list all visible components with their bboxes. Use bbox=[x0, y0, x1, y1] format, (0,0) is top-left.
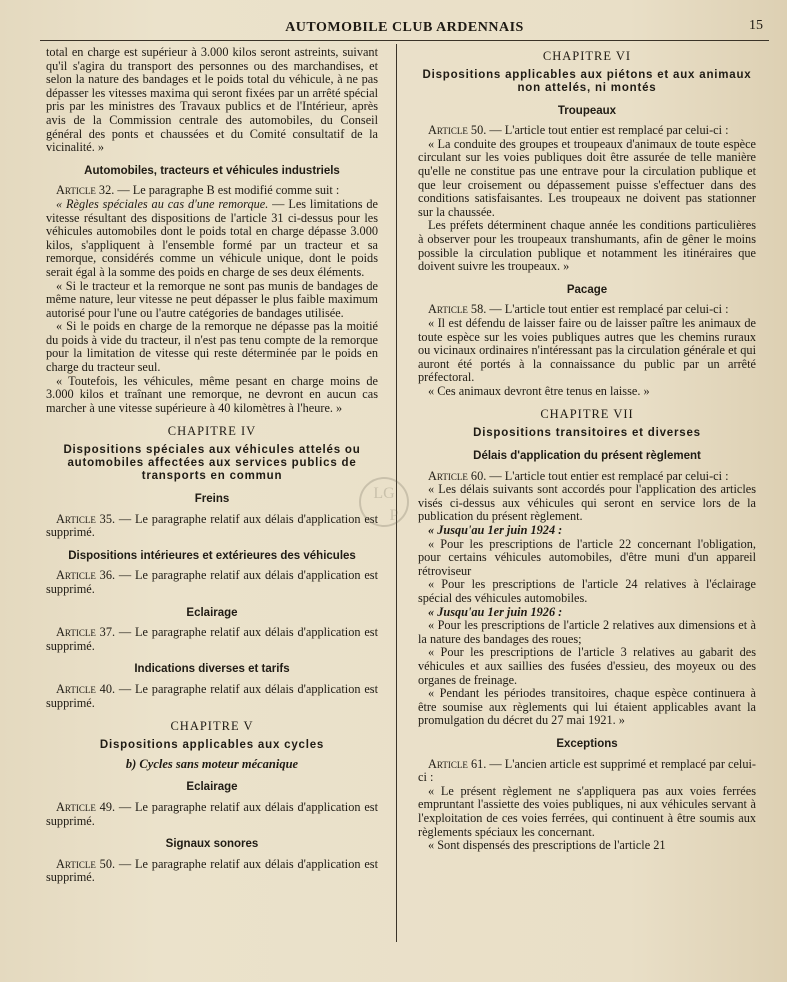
article-paragraph bbox=[46, 184, 378, 198]
italic-text: « Règles spéciales au cas d'une remorque. bbox=[56, 196, 269, 211]
paragraph: « Si le poids en charge de la remorque ne dépasse pas la moitié du poids à vide du tracteur, il n'est pas tenu compte de la remorque pour la limitation de vitesse qui reste déterminée par le poids en charge du tracteur seul. bbox=[46, 319, 378, 375]
section-heading: Exceptions bbox=[556, 737, 618, 750]
article-paragraph bbox=[418, 470, 756, 484]
chapter-title: CHAPITRE V bbox=[170, 719, 254, 734]
article-paragraph bbox=[418, 758, 756, 785]
article-text: 58. — L'article tout entier est remplacé par celui-ci : bbox=[470, 302, 729, 317]
article-label: Article bbox=[56, 625, 96, 640]
paragraph: « Pour les prescriptions de l'article 2 relatives aux dimensions et à la nature des bandages des roues; bbox=[418, 618, 756, 646]
section-heading: Troupeaux bbox=[557, 104, 617, 117]
article-label: Article bbox=[56, 183, 96, 198]
section-heading: Signaux sonores bbox=[165, 838, 259, 851]
article-label: Article bbox=[428, 468, 468, 483]
paragraph: « Il est défendu de laisser faire ou de laisser paître les animaux de toute espèce sur les voies publiques autres que les chemins ruraux ou vicinaux ordinaires n'intéressant pas la circulation générale et qui auront été portés à la connaissance du public par un arrêté préfectoral. bbox=[418, 315, 756, 385]
paragraph: « Les délais suivants sont accordés pour l'application des articles visés ci-dessus aux véhicules qui seront en service lors de la publication du présent règlement. bbox=[418, 482, 756, 524]
article-label: Article bbox=[428, 756, 468, 771]
svg-text:LG: LG bbox=[373, 485, 395, 502]
section-heading: Freins bbox=[194, 493, 230, 506]
paragraph bbox=[46, 198, 378, 280]
header-title: AUTOMOBILE CLUB ARDENNAIS bbox=[285, 20, 524, 35]
article-paragraph bbox=[46, 626, 378, 653]
article-label: Article bbox=[428, 302, 468, 317]
section-heading: Indications diverses et tarifs bbox=[134, 663, 290, 676]
paragraph: « Pour les prescriptions de l'article 3 relatives au gabarit des véhicules et aux saillies des fusées d'essieu, des moyeux ou des organes de freinage. bbox=[418, 645, 756, 687]
article-paragraph bbox=[46, 858, 378, 885]
article-text: 40. — Le paragraphe relatif aux délais d'application est supprimé. bbox=[46, 681, 378, 710]
paragraph: « Sont dispensés des prescriptions de l'article 21 bbox=[428, 838, 666, 853]
paragraph: « Si le tracteur et la remorque ne sont pas munis de bandages de même nature, leur vitesse ne peut dépasser le plus faible maximum autorisé pour l'une ou l'autre catégories de bandages utilisée. bbox=[46, 278, 378, 320]
article-label: Article bbox=[56, 511, 96, 526]
chapter-subtitle: Dispositions applicables aux piétons et aux animaux non attelés, ni montés bbox=[422, 68, 752, 94]
section-heading: Dispositions intérieures et extérieures des véhicules bbox=[68, 549, 356, 562]
paragraph: « La conduite des groupes et troupeaux d'animaux de toute espèce circulant sur les voies publiques doit être assurée de telle manière qu'elle ne constitue pas une entrave pour la circulation publique et que leur croisement ou dépassement puisse s'effectuer dans des conditions satisfaisantes. Les troupeaux ne doivent pas stationner sur la chaussée. bbox=[418, 136, 756, 219]
page-header bbox=[40, 14, 769, 41]
paragraph: « Pour les prescriptions de l'article 24 relatives à l'éclairage spécial des véhicules automobiles. bbox=[418, 577, 756, 605]
article-label: Article bbox=[56, 799, 96, 814]
paragraph: « Toutefois, les véhicules, même pesant en charge moins de 3.000 kilos et traînant une remorque, ne devront en aucun cas marcher à une vitesse supérieure à 40 kilomètres à l'heure. » bbox=[46, 373, 378, 415]
article-paragraph bbox=[418, 124, 756, 138]
article-text: 50. — L'article tout entier est remplacé par celui-ci : bbox=[470, 123, 729, 138]
article-text: 49. — Le paragraphe relatif aux délais d'application est supprimé. bbox=[46, 799, 378, 828]
section-heading: Eclairage bbox=[186, 606, 238, 619]
article-label: Article bbox=[428, 123, 468, 138]
article-text: 61. — L'ancien article est supprimé et remplacé par celui-ci : bbox=[418, 756, 756, 785]
section-heading: Automobiles, tracteurs et véhicules industriels bbox=[84, 164, 340, 177]
article-text: 37. — Le paragraphe relatif aux délais d'application est supprimé. bbox=[46, 625, 378, 653]
chapter-title: CHAPITRE IV bbox=[167, 424, 257, 439]
section-heading: Eclairage bbox=[186, 781, 238, 794]
chapter-subtitle: Dispositions spéciales aux véhicules attelés ou automobiles affectées aux services publics de transports en commun bbox=[63, 444, 361, 483]
article-label: Article bbox=[56, 568, 96, 583]
paragraph: « Jusqu'au 1er juin 1924 : bbox=[428, 523, 563, 538]
chapter-title: CHAPITRE VI bbox=[542, 49, 632, 63]
paragraph: « Pour les prescriptions de l'article 22 concernant l'obligation, pour certains véhicules automobiles, d'être muni d'un appareil rétroviseur bbox=[418, 536, 756, 578]
subsection-heading: b) Cycles sans moteur mécanique bbox=[125, 756, 299, 771]
article-text: 35. — Le paragraphe relatif aux délais d'application est supprimé. bbox=[46, 511, 378, 540]
paragraph: « Le présent règlement ne s'appliquera pas aux voies ferrées empruntant l'assiette des voies publiques, ni aux véhicules servant à l'exploitation de ces voies ferrées, qui continuent à être soumis aux règlements spéciaux les concernant. bbox=[418, 783, 756, 839]
article-paragraph bbox=[46, 569, 378, 596]
left-column bbox=[46, 46, 378, 885]
section-heading: Délais d'application du présent règlement bbox=[473, 450, 701, 463]
page-number: 15 bbox=[749, 18, 763, 33]
article-label: Article bbox=[56, 681, 96, 696]
chapter-subtitle: Dispositions applicables aux cycles bbox=[99, 738, 325, 751]
paragraph-text: — Les limitations de vitesse résultant des dispositions de l'article 31 ci-dessus pour les véhicules automobiles dont le poids total en charge dépasse 3.000 kilos, s'appliquent à l'ensemble formé par un tracteur et sa remorque, considérés comme un véhicule unique, dont le poids serait égal à la somme des poids en charge de ses deux éléments. bbox=[46, 196, 378, 279]
article-paragraph bbox=[46, 801, 378, 828]
paragraph: « Ces animaux devront être tenus en laisse. » bbox=[428, 383, 650, 398]
section-heading: Pacage bbox=[566, 283, 608, 296]
article-text: 32. — Le paragraphe B est modifié comme suit : bbox=[98, 183, 340, 198]
article-text: 36. — Le paragraphe relatif aux délais d'application est supprimé. bbox=[46, 568, 378, 596]
chapter-subtitle: Dispositions transitoires et diverses bbox=[473, 427, 701, 440]
paragraph: total en charge est supérieur à 3.000 kilos seront astreints, suivant qu'il s'agira du transport des personnes ou des marchandises, et selon la nature des bandages et le poids total du véhicule, à ne pas dépasser les vitesses maxima qui seront fixées par un arrêté spécial pris par les ministres des Travaux publics et de l'Intérieur, après avis de la Commission centrale des automobiles, du Conseil général des ponts et chaussées et du Comité consultatif de la vicinalité. » bbox=[46, 45, 378, 155]
article-text: 60. — L'article tout entier est remplacé par celui-ci : bbox=[470, 468, 729, 483]
article-paragraph bbox=[418, 303, 756, 317]
paragraph: Les préfets déterminent chaque année les conditions particulières à observer pour les troupeaux transhumants, afin de gêner le moins possible la circulation publique et notamment les itinéraires que doivent suivre les troupeaux. » bbox=[418, 218, 756, 274]
article-text: 50. — Le paragraphe relatif aux délais d'application est supprimé. bbox=[46, 856, 378, 885]
svg-text:P: P bbox=[389, 507, 399, 524]
paragraph: « Jusqu'au 1er juin 1926 : bbox=[428, 604, 563, 619]
article-paragraph bbox=[46, 683, 378, 710]
article-paragraph bbox=[46, 513, 378, 540]
library-stamp bbox=[354, 462, 424, 540]
right-column bbox=[418, 46, 756, 853]
paragraph: « Pendant les périodes transitoires, chaque espèce continuera à être soumise aux règlements qui lui étaient applicables avant la promulgation du décret du 27 mai 1921. » bbox=[418, 686, 756, 728]
chapter-title: CHAPITRE VII bbox=[540, 407, 634, 422]
article-label: Article bbox=[56, 856, 96, 871]
